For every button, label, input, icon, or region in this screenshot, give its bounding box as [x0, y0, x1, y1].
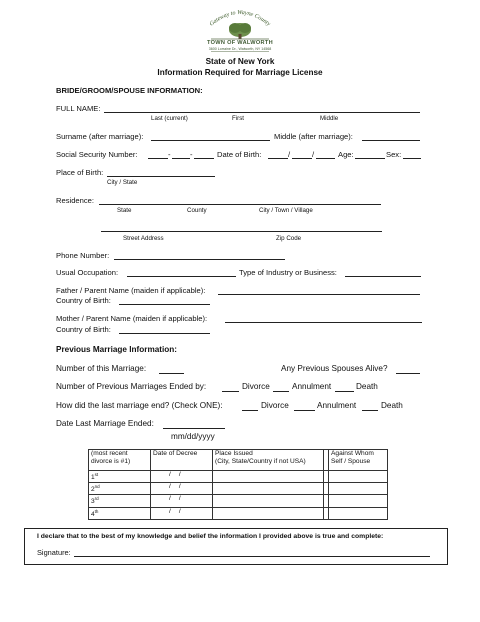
mother-name-field[interactable]	[225, 322, 422, 323]
against-whom-cell[interactable]	[329, 483, 388, 495]
how-divorce-checkbox[interactable]	[242, 410, 258, 411]
dob-slash: /	[288, 150, 291, 159]
middle-after-field[interactable]	[362, 140, 420, 141]
table-row	[89, 471, 388, 483]
father-name-label: Father / Parent Name (maiden if applicable):	[56, 286, 206, 295]
table-row	[89, 483, 388, 495]
ended-death-field[interactable]	[335, 391, 354, 392]
place-issued-cell[interactable]	[213, 483, 324, 495]
decree-date-cell[interactable]	[151, 483, 213, 495]
how-death-label: Death	[381, 401, 403, 410]
header-order-line2: divorce is #1)	[91, 458, 131, 465]
county-caption: County	[187, 207, 207, 214]
row-number-suffix: rd	[94, 496, 99, 502]
decree-date-cell[interactable]	[151, 507, 213, 519]
place-of-birth-field[interactable]	[107, 176, 215, 177]
father-name-field[interactable]	[218, 294, 420, 295]
place-of-birth-label: Place of Birth:	[56, 168, 104, 177]
occupation-field[interactable]	[127, 276, 236, 277]
father-country-label: Country of Birth:	[56, 296, 111, 305]
surname-field[interactable]	[151, 140, 270, 141]
ssn-field-part3[interactable]	[194, 158, 214, 159]
city-town-village-caption: City / Town / Village	[259, 207, 313, 214]
full-name-field[interactable]	[104, 112, 420, 113]
first-name-caption: First	[232, 115, 245, 122]
ended-by-label: Number of Previous Marriages Ended by:	[56, 382, 207, 391]
header-against-whom	[329, 450, 388, 471]
signature-label: Signature:	[37, 548, 71, 557]
date-format-caption: mm/dd/yyyy	[171, 432, 215, 441]
date-slash: /	[169, 507, 171, 515]
dob-day-field[interactable]	[292, 158, 312, 159]
industry-label: Type of Industry or Business:	[239, 268, 337, 277]
header-against-line2: Self / Spouse	[331, 458, 371, 465]
row-number-text: 4	[91, 510, 95, 518]
surname-label: Surname (after marriage):	[56, 132, 144, 141]
form-title-state: State of New York	[205, 57, 275, 66]
row-number	[89, 471, 151, 483]
date-ended-label: Date Last Marriage Ended:	[56, 419, 154, 428]
row-number	[89, 507, 151, 519]
city-state-caption: City / State	[107, 179, 138, 186]
ssn-field-part2[interactable]	[172, 158, 190, 159]
how-ended-label: How did the last marriage end? (Check ONE):	[56, 401, 223, 410]
phone-field[interactable]	[114, 259, 285, 260]
row-number-suffix: nd	[94, 484, 100, 490]
town-seal	[197, 4, 283, 54]
previous-marriages-table	[88, 449, 388, 520]
how-divorce-label: Divorce	[261, 401, 289, 410]
row-number	[89, 495, 151, 507]
declaration-text: I declare that to the best of my knowledge and belief the information I provided above is true and complete:	[37, 533, 384, 540]
table-row	[89, 507, 388, 519]
date-slash: /	[169, 495, 171, 503]
street-address-field[interactable]	[101, 231, 382, 232]
how-annulment-checkbox[interactable]	[294, 410, 315, 411]
decree-date-cell[interactable]	[151, 495, 213, 507]
how-death-checkbox[interactable]	[362, 410, 378, 411]
row-number	[89, 483, 151, 495]
seal-address: 3600 Lorraine Dr., Walworth, NY 14568	[208, 47, 272, 51]
table-row	[89, 495, 388, 507]
ssn-field-part1[interactable]	[148, 158, 168, 159]
mother-country-field[interactable]	[119, 333, 210, 334]
header-decree-date	[151, 450, 213, 471]
against-whom-cell[interactable]	[329, 495, 388, 507]
row-number-text: 3	[91, 498, 95, 506]
date-slash: /	[169, 471, 171, 478]
ended-annulment-label: Annulment	[292, 382, 332, 391]
mother-country-label: Country of Birth:	[56, 325, 111, 334]
date-slash: /	[178, 483, 181, 491]
date-slash: /	[178, 495, 181, 503]
header-decree-date-text: Date of Decree	[153, 450, 198, 457]
state-caption: State	[117, 207, 132, 214]
row-number-suffix: st	[94, 472, 99, 477]
header-place-issued	[213, 450, 324, 471]
against-whom-cell[interactable]	[329, 507, 388, 519]
declaration-box	[24, 528, 448, 565]
last-name-caption: Last (current)	[151, 115, 188, 122]
place-issued-cell[interactable]	[213, 507, 324, 519]
row-number-text: 2	[91, 486, 95, 494]
marriage-number-field[interactable]	[159, 373, 184, 374]
header-against-line1: Against Whom	[331, 450, 374, 457]
against-whom-cell[interactable]	[329, 471, 388, 483]
zip-code-caption: Zip Code	[276, 235, 302, 242]
dob-label: Date of Birth:	[217, 150, 262, 159]
age-label: Age:	[338, 150, 354, 159]
sex-field[interactable]	[403, 158, 421, 159]
ended-divorce-field[interactable]	[222, 391, 239, 392]
how-annulment-label: Annulment	[317, 401, 357, 410]
ended-death-label: Death	[356, 382, 378, 391]
row-number-suffix: th	[94, 508, 99, 514]
signature-field[interactable]	[74, 556, 430, 557]
header-place-line1: Place Issued	[215, 450, 253, 457]
seal-arc-text: Gateway to Wayne County	[208, 9, 272, 28]
phone-label: Phone Number:	[56, 251, 110, 260]
ended-annulment-field[interactable]	[273, 391, 289, 392]
ssn-label: Social Security Number:	[56, 150, 138, 159]
date-slash: /	[178, 471, 181, 478]
middle-name-caption: Middle	[320, 115, 339, 122]
place-issued-cell[interactable]	[213, 471, 324, 483]
section-heading-spouse-info: BRIDE/GROOM/SPOUSE INFORMATION:	[56, 86, 203, 95]
dob-slash: /	[312, 150, 315, 159]
dob-month-field[interactable]	[268, 158, 288, 159]
street-address-caption: Street Address	[123, 235, 164, 242]
mother-name-label: Mother / Parent Name (maiden if applicable):	[56, 314, 208, 323]
date-slash: /	[169, 483, 171, 491]
residence-label: Residence:	[56, 196, 94, 205]
ended-divorce-label: Divorce	[242, 382, 270, 391]
sex-label: Sex:	[386, 150, 402, 159]
date-ended-field[interactable]	[163, 428, 225, 429]
full-name-label: FULL NAME:	[56, 104, 101, 113]
industry-field[interactable]	[345, 276, 421, 277]
middle-after-label: Middle (after marriage):	[274, 132, 353, 141]
residence-field[interactable]	[99, 204, 381, 205]
marriage-number-label: Number of this Marriage:	[56, 364, 147, 373]
seal-town-name: TOWN OF WALWORTH	[207, 40, 273, 46]
form-title: Information Required for Marriage License	[157, 68, 323, 77]
occupation-label: Usual Occupation:	[56, 268, 119, 277]
table-header-row	[89, 450, 388, 471]
header-order-line1: (most recent	[91, 450, 128, 457]
spouses-alive-label: Any Previous Spouses Alive?	[281, 364, 388, 373]
section-heading-previous-marriage: Previous Marriage Information:	[56, 345, 178, 354]
header-place-line2: (City, State/Country if not USA)	[215, 458, 306, 465]
dob-year-field[interactable]	[316, 158, 335, 159]
ssn-dash: -	[168, 150, 171, 159]
row-number-text: 1	[91, 474, 95, 482]
father-country-field[interactable]	[119, 304, 210, 305]
header-order	[89, 450, 151, 471]
ssn-dash: -	[190, 150, 193, 159]
date-slash: /	[178, 507, 181, 515]
age-field[interactable]	[355, 158, 385, 159]
spouses-alive-field[interactable]	[396, 373, 420, 374]
place-issued-cell[interactable]	[213, 495, 324, 507]
decree-date-cell[interactable]	[151, 471, 213, 483]
